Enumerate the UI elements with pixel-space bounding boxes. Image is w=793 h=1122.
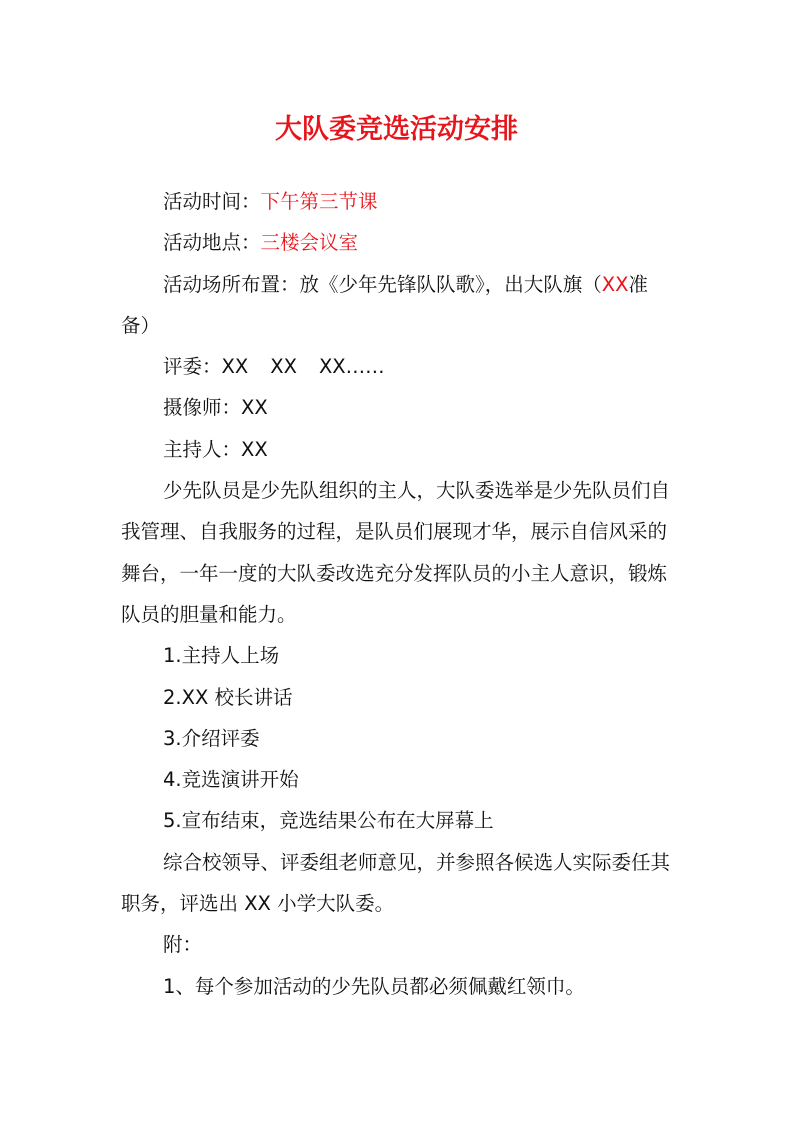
place-value: 三楼会议室: [260, 231, 359, 255]
venue-red: XX: [601, 272, 629, 296]
time-value: 下午第三节课: [260, 190, 378, 213]
intro-paragraph: 少先队员是少先队组织的主人，大队委选举是少先队员们自我管理、自我服务的过程，是队员们展现才华，展示自信风采的舞台，一年一度的大队委改选充分发挥队员的小主人意识，锻炼队员的胆量和能力。: [121, 479, 671, 626]
place-label: 活动地点：: [163, 231, 261, 255]
conclusion-paragraph: 综合校领导、评委组老师意见，并参照各候选人实际委任其职务，评选出 XX 小学大队委。: [121, 850, 671, 916]
document-title: 大队委竞选活动安排: [275, 114, 518, 145]
judges-label: 评委：XX: [163, 355, 249, 379]
step-3: 3.介绍评委: [163, 726, 260, 750]
camera-line: 摄像师：XX: [163, 396, 268, 420]
place-line: [121, 222, 673, 263]
judges-3: XX……: [318, 355, 385, 379]
venue-label: 活动场所布置：放《少年先锋队队歌》，出大队旗（: [163, 272, 602, 296]
venue-line: [121, 264, 673, 347]
venue-tail: 准备）: [121, 272, 648, 337]
time-label: 活动时间：: [163, 190, 261, 213]
step-1: 1.主持人上场: [163, 644, 280, 668]
judges-line: [121, 346, 673, 387]
host-line: 主持人：XX: [163, 437, 268, 461]
appendix-label: 附：: [163, 933, 203, 957]
step-2: 2.XX 校长讲话: [163, 685, 293, 709]
step-4: 4.竞选演讲开始: [163, 768, 299, 792]
document-body: [121, 181, 673, 1007]
step-5: 5.宣布结束，竞选结果公布在大屏幕上: [163, 809, 494, 833]
judges-2: XX: [270, 355, 297, 379]
time-line: [121, 181, 673, 222]
appendix-item-1: 1、每个参加活动的少先队员都必须佩戴红领巾。: [163, 974, 585, 998]
